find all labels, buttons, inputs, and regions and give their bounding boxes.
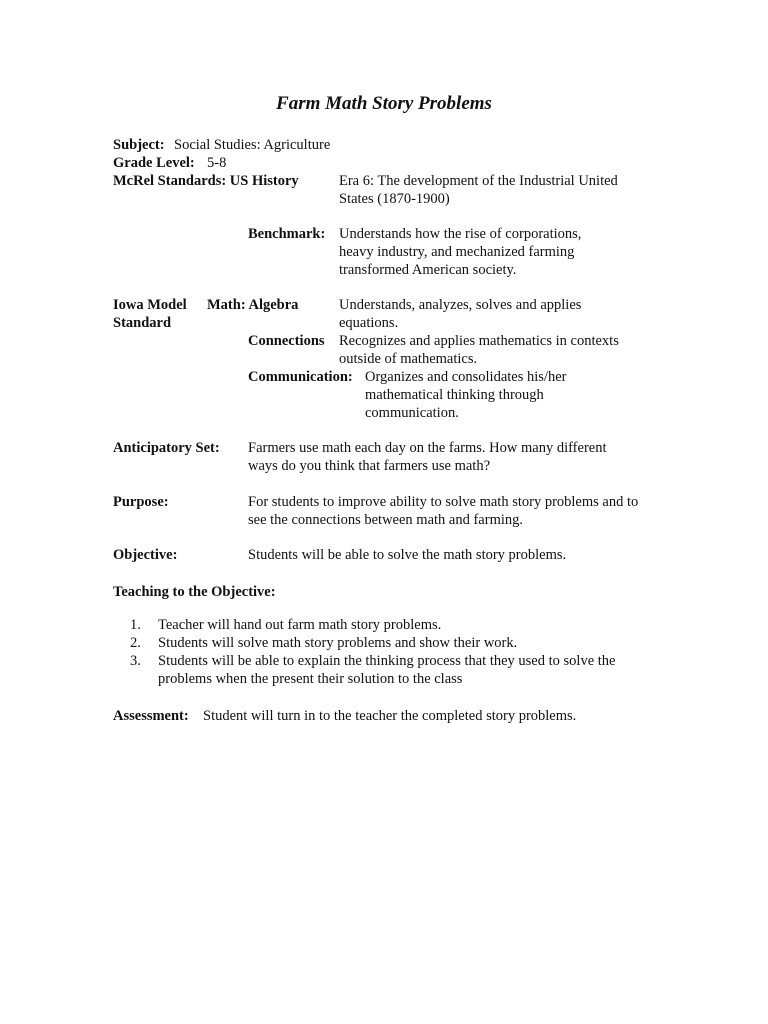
- benchmark-line: heavy industry, and mechanized farming: [339, 244, 575, 260]
- purpose-line: For students to improve ability to solve math story problems and to: [248, 494, 639, 510]
- anticipatory-line: ways do you think that farmers use math?: [248, 458, 491, 474]
- mcrel-label: McRel Standards: US History: [113, 173, 299, 189]
- benchmark-label: Benchmark:: [248, 226, 326, 242]
- subject-label: Subject:: [113, 137, 165, 153]
- list-item-number: 2.: [130, 635, 141, 651]
- anticipatory-line: Farmers use math each day on the farms. How many different: [248, 440, 607, 456]
- grade-value: 5-8: [207, 155, 227, 171]
- assessment-text: Student will turn in to the teacher the completed story problems.: [203, 708, 577, 724]
- teaching-heading: Teaching to the Objective:: [113, 584, 276, 600]
- math-algebra-label: Math: Algebra: [207, 297, 299, 313]
- iowa-label: Standard: [113, 315, 172, 331]
- list-item-text: problems when the present their solution to the class: [158, 671, 463, 687]
- connections-label: Connections: [248, 333, 325, 349]
- document-title: Farm Math Story Problems: [276, 93, 492, 114]
- connections-line: outside of mathematics.: [339, 351, 478, 367]
- connections-line: Recognizes and applies mathematics in contexts: [339, 333, 619, 349]
- list-item-text: Teacher will hand out farm math story problems.: [158, 617, 442, 633]
- algebra-line: equations.: [339, 315, 399, 331]
- subject-value: Social Studies: Agriculture: [174, 137, 331, 153]
- objective-label: Objective:: [113, 547, 178, 563]
- list-item-text: Students will be able to explain the thinking process that they used to solve the: [158, 653, 616, 669]
- algebra-line: Understands, analyzes, solves and applies: [339, 297, 582, 313]
- communication-line: Organizes and consolidates his/her: [365, 369, 567, 385]
- benchmark-line: transformed American society.: [339, 262, 517, 278]
- assessment-label: Assessment:: [113, 708, 189, 724]
- grade-label: Grade Level:: [113, 155, 195, 171]
- communication-line: mathematical thinking through: [365, 387, 544, 403]
- purpose-label: Purpose:: [113, 494, 169, 510]
- list-item-number: 1.: [130, 617, 141, 633]
- iowa-label: Iowa Model: [113, 297, 187, 313]
- benchmark-line: Understands how the rise of corporations,: [339, 226, 582, 242]
- communication-label: Communication:: [248, 369, 353, 385]
- purpose-line: see the connections between math and farming.: [248, 512, 523, 528]
- era-line: Era 6: The development of the Industrial United: [339, 173, 618, 189]
- list-item-text: Students will solve math story problems and show their work.: [158, 635, 518, 651]
- objective-text: Students will be able to solve the math story problems.: [248, 547, 567, 563]
- era-line: States (1870-1900): [339, 191, 450, 207]
- communication-line: communication.: [365, 405, 459, 421]
- anticipatory-label: Anticipatory Set:: [113, 440, 220, 456]
- list-item-number: 3.: [130, 653, 141, 669]
